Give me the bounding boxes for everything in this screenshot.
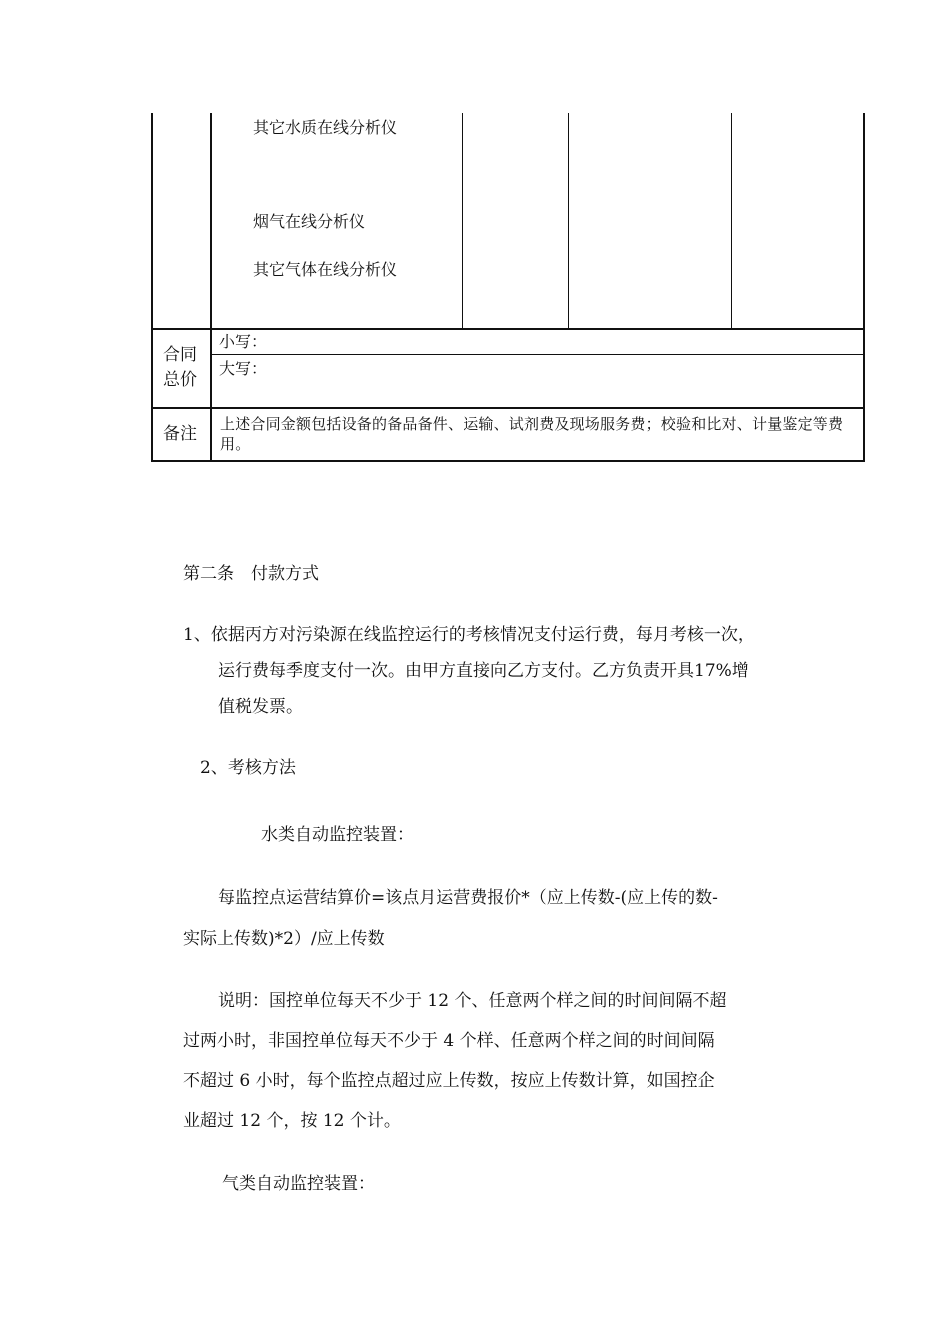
payment-item-2: 2、考核方法 bbox=[200, 758, 296, 778]
table-divider-col1 bbox=[210, 113, 212, 462]
total-price-label: 合同 bbox=[163, 345, 197, 365]
remarks-label: 备注 bbox=[163, 424, 197, 444]
table-border-right bbox=[863, 113, 865, 462]
payment-item-1: 值税发票。 bbox=[218, 697, 303, 717]
table-border-bottom bbox=[151, 460, 865, 462]
note-text: 过两小时，非国控单位每天不少于 4 个样、任意两个样之间的时间间隔 bbox=[183, 1031, 715, 1051]
uppercase-amount-label: 大写： bbox=[219, 359, 268, 378]
table-divider-col3 bbox=[568, 113, 569, 329]
table-divider-col2 bbox=[462, 113, 463, 329]
article-heading: 第二条 付款方式 bbox=[183, 564, 319, 584]
lowercase-amount-label: 小写： bbox=[219, 332, 268, 351]
contract-price-table bbox=[0, 0, 950, 470]
total-price-label: 总价 bbox=[163, 370, 197, 390]
gas-monitor-heading: 气类自动监控装置： bbox=[222, 1174, 375, 1194]
note-text: 不超过 6 小时，每个监控点超过应上传数，按应上传数计算，如国控企 bbox=[183, 1071, 715, 1091]
formula-text: 实际上传数)*2）/应上传数 bbox=[183, 929, 385, 949]
table-rule-remarks bbox=[151, 407, 865, 409]
note-text: 业超过 12 个，按 12 个计。 bbox=[183, 1111, 401, 1131]
payment-item-1: 1、依据丙方对污染源在线监控运行的考核情况支付运行费，每月考核一次， bbox=[183, 625, 755, 645]
water-monitor-heading: 水类自动监控装置： bbox=[261, 825, 414, 845]
instrument-row: 其它气体在线分析仪 bbox=[253, 260, 398, 279]
table-border-left bbox=[151, 113, 153, 462]
remarks-text: 上述合同金额包括设备的备品备件、运输、试剂费及现场服务费；校验和比对、计量鉴定等费用。 bbox=[220, 415, 844, 453]
table-rule-lowercase bbox=[210, 354, 865, 355]
table-divider-col4 bbox=[731, 113, 732, 329]
instrument-row: 其它水质在线分析仪 bbox=[253, 118, 398, 137]
payment-item-1: 运行费每季度支付一次。由甲方直接向乙方支付。乙方负责开具17%增 bbox=[218, 661, 749, 681]
formula-text: 每监控点运营结算价=该点月运营费报价*（应上传数-(应上传的数- bbox=[218, 888, 718, 908]
instrument-row: 烟气在线分析仪 bbox=[253, 212, 366, 231]
note-text: 说明：国控单位每天不少于 12 个、任意两个样之间的时间间隔不超 bbox=[218, 991, 727, 1011]
